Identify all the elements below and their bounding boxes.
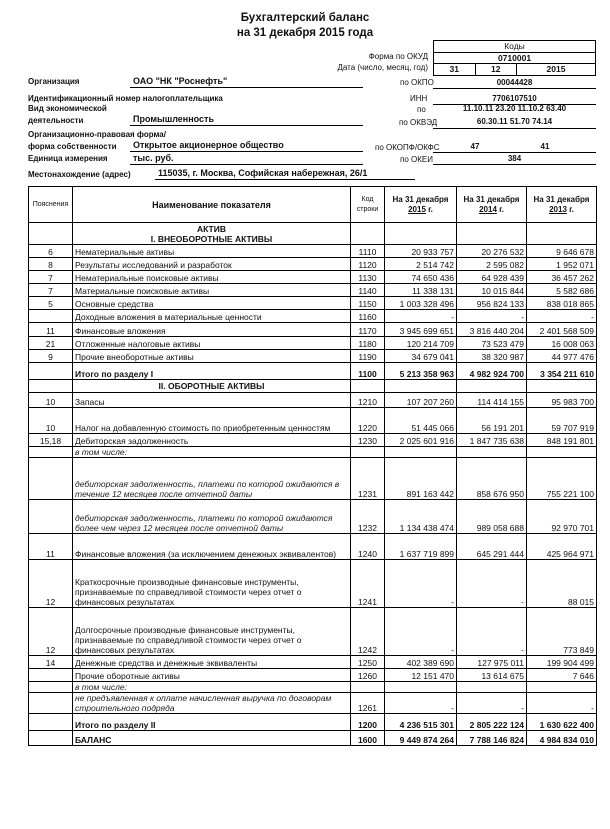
table-row	[29, 731, 597, 746]
row-value-2013: 838 018 865	[527, 297, 597, 310]
row-value-2015: 74 650 436	[385, 271, 457, 284]
row-value-2013: 88 015	[527, 560, 597, 608]
okopf-label: по ОКОПФ/ОКФС	[375, 143, 440, 152]
row-value-2015: 120 214 709	[385, 337, 457, 350]
row-note: 12	[29, 560, 73, 608]
table-row	[29, 271, 597, 284]
row-name: БАЛАНС	[73, 731, 351, 746]
row-value-2015	[385, 682, 457, 693]
row-code: 1260	[351, 669, 385, 682]
row-value-2013: 4 984 834 010	[527, 731, 597, 746]
row-code: 1140	[351, 284, 385, 297]
row-value-2014: 956 824 133	[457, 297, 527, 310]
row-value-2015: 1 134 438 474	[385, 500, 457, 534]
row-note: 7	[29, 271, 73, 284]
row-code: 1220	[351, 408, 385, 434]
row-value-2015: 2 514 742	[385, 258, 457, 271]
col-notes: Пояснения	[29, 187, 73, 223]
row-name: Нематериальные активы	[73, 245, 351, 258]
row-code: 1150	[351, 297, 385, 310]
row-name: Дебиторская задолженность	[73, 434, 351, 447]
row-value-2015: 9 449 874 264	[385, 731, 457, 746]
row-value-2013: 44 977 476	[527, 350, 597, 363]
row-note: 10	[29, 408, 73, 434]
row-code: 1210	[351, 393, 385, 408]
row-value-2014: 1 847 735 638	[457, 434, 527, 447]
row-value-2015: 1 637 719 899	[385, 534, 457, 560]
row-note	[29, 447, 73, 458]
table-row	[29, 337, 597, 350]
org-value: ОАО "НК "Роснефть"	[133, 76, 228, 86]
row-value-2013: 425 964 971	[527, 534, 597, 560]
activity-label-1: Вид экономической	[28, 104, 107, 113]
row-code: 1200	[351, 714, 385, 731]
row-note	[29, 669, 73, 682]
row-value-2014: 858 676 950	[457, 458, 527, 500]
address-label: Местонахождение (адрес)	[28, 170, 131, 179]
col-2013: На 31 декабря 2013 г.	[527, 187, 597, 223]
row-note: 15,18	[29, 434, 73, 447]
table-row	[29, 560, 597, 608]
row-value-2014: -	[457, 560, 527, 608]
activity-label-2: деятельности	[28, 116, 84, 125]
date-label: Дата (число, месяц, год)	[337, 63, 428, 72]
codes-header: Коды	[434, 41, 596, 53]
row-value-2015: 34 679 041	[385, 350, 457, 363]
row-note: 12	[29, 608, 73, 656]
date-year: 2015	[517, 64, 596, 76]
row-note: 8	[29, 258, 73, 271]
unit-value: тыс. руб.	[133, 153, 174, 163]
row-value-2014: -	[457, 693, 527, 714]
table-row	[29, 447, 597, 458]
inn-value: 7706107510	[492, 94, 537, 103]
row-value-2015	[385, 447, 457, 458]
row-name: Краткосрочные производные финансовые инструменты, признаваемые по справедливой стоимости через отчет о финансовых результатах	[73, 560, 351, 608]
row-value-2014: 38 320 987	[457, 350, 527, 363]
row-value-2014: 2 595 082	[457, 258, 527, 271]
table-row	[29, 284, 597, 297]
row-value-2015: 2 025 601 916	[385, 434, 457, 447]
row-code: 1241	[351, 560, 385, 608]
row-code: 1160	[351, 310, 385, 323]
col-2014: На 31 декабря 2014 г.	[457, 187, 527, 223]
row-name: Основные средства	[73, 297, 351, 310]
inn-label: Идентификационный номер налогоплательщика	[28, 94, 223, 103]
row-name: Финансовые вложения	[73, 323, 351, 337]
row-value-2015: -	[385, 310, 457, 323]
row-value-2014: -	[457, 608, 527, 656]
table-row	[29, 500, 597, 534]
row-note	[29, 731, 73, 746]
row-value-2015: 12 151 470	[385, 669, 457, 682]
row-code: 1190	[351, 350, 385, 363]
row-value-2015: 891 163 442	[385, 458, 457, 500]
table-row	[29, 245, 597, 258]
row-note	[29, 693, 73, 714]
row-code: 1230	[351, 434, 385, 447]
row-value-2014: 56 191 201	[457, 408, 527, 434]
row-value-2013: 755 221 100	[527, 458, 597, 500]
row-value-2013: 1 952 071	[527, 258, 597, 271]
row-value-2013	[527, 682, 597, 693]
row-value-2015: 5 213 358 963	[385, 363, 457, 380]
address-value: 115035, г. Москва, Софийская набережная, 26/1	[158, 168, 368, 178]
table-row	[29, 693, 597, 714]
row-note	[29, 458, 73, 500]
table-row	[29, 669, 597, 682]
okved-line1: 11.10.11 23.20 11.10.2 63.40	[462, 104, 567, 113]
table-row	[29, 393, 597, 408]
row-name: Итого по разделу II	[73, 714, 351, 731]
row-name: Итого по разделу I	[73, 363, 351, 380]
date-month: 12	[475, 64, 517, 76]
row-value-2014: 989 058 688	[457, 500, 527, 534]
row-name: Денежные средства и денежные эквиваленты	[73, 656, 351, 669]
row-code: 1130	[351, 271, 385, 284]
okopf-value: 47	[470, 142, 480, 151]
row-note: 10	[29, 393, 73, 408]
row-value-2015: -	[385, 693, 457, 714]
row-value-2014: 3 816 440 204	[457, 323, 527, 337]
okfs-value: 41	[540, 142, 550, 151]
row-value-2015: 4 236 515 301	[385, 714, 457, 731]
report-subtitle: на 31 декабря 2015 года	[236, 27, 374, 39]
row-code	[351, 682, 385, 693]
row-value-2013: 92 970 701	[527, 500, 597, 534]
row-note: 11	[29, 323, 73, 337]
table-row	[29, 458, 597, 500]
col-code: Код строки	[351, 187, 385, 223]
row-value-2015: 20 933 757	[385, 245, 457, 258]
date-day: 31	[434, 64, 476, 76]
row-name: Запасы	[73, 393, 351, 408]
row-code: 1600	[351, 731, 385, 746]
section-2-header: II. ОБОРОТНЫЕ АКТИВЫ	[73, 380, 351, 393]
table-row	[29, 323, 597, 337]
table-row	[29, 350, 597, 363]
okud-value: 0710001	[434, 52, 596, 64]
row-value-2014: 7 788 146 824	[457, 731, 527, 746]
legal-label-1: Организационно-правовая форма/	[28, 130, 166, 139]
year-2015: 2015	[408, 204, 426, 214]
row-name: в том числе:	[73, 447, 351, 458]
row-value-2013: 16 008 063	[527, 337, 597, 350]
table-row	[29, 297, 597, 310]
row-value-2015: 11 338 131	[385, 284, 457, 297]
legal-value: Открытое акционерное общество	[133, 140, 284, 150]
row-note	[29, 363, 73, 380]
section-1-header: АКТИВ I. ВНЕОБОРОТНЫЕ АКТИВЫ	[73, 223, 351, 245]
year-2014: 2014	[479, 204, 497, 214]
row-note	[29, 500, 73, 534]
row-value-2015: 51 445 066	[385, 408, 457, 434]
row-value-2014: 13 614 675	[457, 669, 527, 682]
row-value-2013: 5 582 686	[527, 284, 597, 297]
row-value-2013: 199 904 499	[527, 656, 597, 669]
unit-label: Единица измерения	[28, 154, 108, 163]
row-value-2013: 9 646 678	[527, 245, 597, 258]
row-value-2014: -	[457, 310, 527, 323]
row-note: 5	[29, 297, 73, 310]
table-row	[29, 682, 597, 693]
row-code: 1100	[351, 363, 385, 380]
row-note	[29, 682, 73, 693]
row-value-2013: 848 191 801	[527, 434, 597, 447]
okpo-label: по ОКПО	[400, 78, 434, 87]
row-name: Финансовые вложения (за исключением денежных эквивалентов)	[73, 534, 351, 560]
okved-label: по ОКВЭД	[399, 118, 438, 127]
row-code: 1261	[351, 693, 385, 714]
row-name: Прочие оборотные активы	[73, 669, 351, 682]
row-code	[351, 447, 385, 458]
row-code: 1240	[351, 534, 385, 560]
org-label: Организация	[28, 77, 80, 86]
row-value-2014	[457, 447, 527, 458]
row-value-2013: 773 849	[527, 608, 597, 656]
table-row	[29, 656, 597, 669]
row-name: не предъявленная к оплате начисленная выручка по договорам строительного подряда	[73, 693, 351, 714]
row-value-2014: 10 015 844	[457, 284, 527, 297]
codes-table	[433, 40, 596, 76]
row-name: дебиторская задолженность, платежи по которой ожидаются в течение 12 месяцев после отчетной даты	[73, 458, 351, 500]
row-value-2013: 3 354 211 610	[527, 363, 597, 380]
row-value-2015: 3 945 699 651	[385, 323, 457, 337]
row-name: Результаты исследований и разработок	[73, 258, 351, 271]
row-value-2014: 20 276 532	[457, 245, 527, 258]
year-2013: 2013	[549, 204, 567, 214]
row-value-2013: 95 983 700	[527, 393, 597, 408]
row-value-2015: 1 003 328 496	[385, 297, 457, 310]
row-code: 1250	[351, 656, 385, 669]
row-value-2013: 2 401 568 509	[527, 323, 597, 337]
table-row	[29, 608, 597, 656]
table-row	[29, 258, 597, 271]
row-value-2013: 59 707 919	[527, 408, 597, 434]
okud-label: Форма по ОКУД	[368, 52, 428, 61]
row-value-2013	[527, 447, 597, 458]
row-code: 1232	[351, 500, 385, 534]
row-code: 1231	[351, 458, 385, 500]
table-row	[29, 434, 597, 447]
row-name: Прочие внеоборотные активы	[73, 350, 351, 363]
row-name: Доходные вложения в материальные ценности	[73, 310, 351, 323]
table-row	[29, 714, 597, 731]
row-value-2013: -	[527, 310, 597, 323]
row-value-2014: 645 291 444	[457, 534, 527, 560]
col-2015: На 31 декабря 2015 г.	[385, 187, 457, 223]
okpo-value: 00044428	[496, 78, 533, 87]
row-code: 1180	[351, 337, 385, 350]
row-name: Долгосрочные производные финансовые инструменты, признаваемые по справедливой стоимости через отчет о финансовых результатах	[73, 608, 351, 656]
activity-value: Промышленность	[133, 114, 214, 124]
row-note: 14	[29, 656, 73, 669]
row-name: Отложенные налоговые активы	[73, 337, 351, 350]
balance-table	[28, 186, 597, 746]
row-note: 11	[29, 534, 73, 560]
row-value-2014: 114 414 155	[457, 393, 527, 408]
row-code: 1242	[351, 608, 385, 656]
okei-value: 384	[507, 154, 522, 163]
table-row	[29, 408, 597, 434]
row-value-2013: -	[527, 693, 597, 714]
okved-line2: 60.30.11 51.70 74.14	[476, 117, 553, 126]
table-row	[29, 534, 597, 560]
row-value-2014: 127 975 011	[457, 656, 527, 669]
row-value-2013: 1 630 622 400	[527, 714, 597, 731]
row-value-2014: 4 982 924 700	[457, 363, 527, 380]
okei-label: по ОКЕИ	[400, 155, 433, 164]
row-value-2014: 73 523 479	[457, 337, 527, 350]
row-code: 1170	[351, 323, 385, 337]
row-value-2014	[457, 682, 527, 693]
row-name: в том числе:	[73, 682, 351, 693]
row-code: 1110	[351, 245, 385, 258]
inn-label-right: ИНН	[410, 94, 428, 103]
row-value-2013: 7 646	[527, 669, 597, 682]
report-title: Бухгалтерский баланс	[240, 12, 370, 24]
row-value-2015: 107 207 260	[385, 393, 457, 408]
row-value-2015: 402 389 690	[385, 656, 457, 669]
legal-label-2: форма собственности	[28, 142, 117, 151]
row-note: 21	[29, 337, 73, 350]
row-note: 7	[29, 284, 73, 297]
row-note	[29, 310, 73, 323]
row-code: 1120	[351, 258, 385, 271]
row-name: Материальные поисковые активы	[73, 284, 351, 297]
row-value-2013: 36 457 262	[527, 271, 597, 284]
row-note: 6	[29, 245, 73, 258]
row-value-2014: 64 928 439	[457, 271, 527, 284]
row-name: Налог на добавленную стоимость по приобретенным ценностям	[73, 408, 351, 434]
row-name: Нематериальные поисковые активы	[73, 271, 351, 284]
row-value-2015: -	[385, 560, 457, 608]
row-note: 9	[29, 350, 73, 363]
table-row	[29, 310, 597, 323]
row-value-2015: -	[385, 608, 457, 656]
okved-po: по	[417, 105, 426, 114]
row-note	[29, 714, 73, 731]
table-row	[29, 363, 597, 380]
row-name: дебиторская задолженность, платежи по которой ожидаются более чем через 12 месяцев после отчетной даты	[73, 500, 351, 534]
row-value-2014: 2 805 222 124	[457, 714, 527, 731]
col-name: Наименование показателя	[73, 187, 351, 223]
